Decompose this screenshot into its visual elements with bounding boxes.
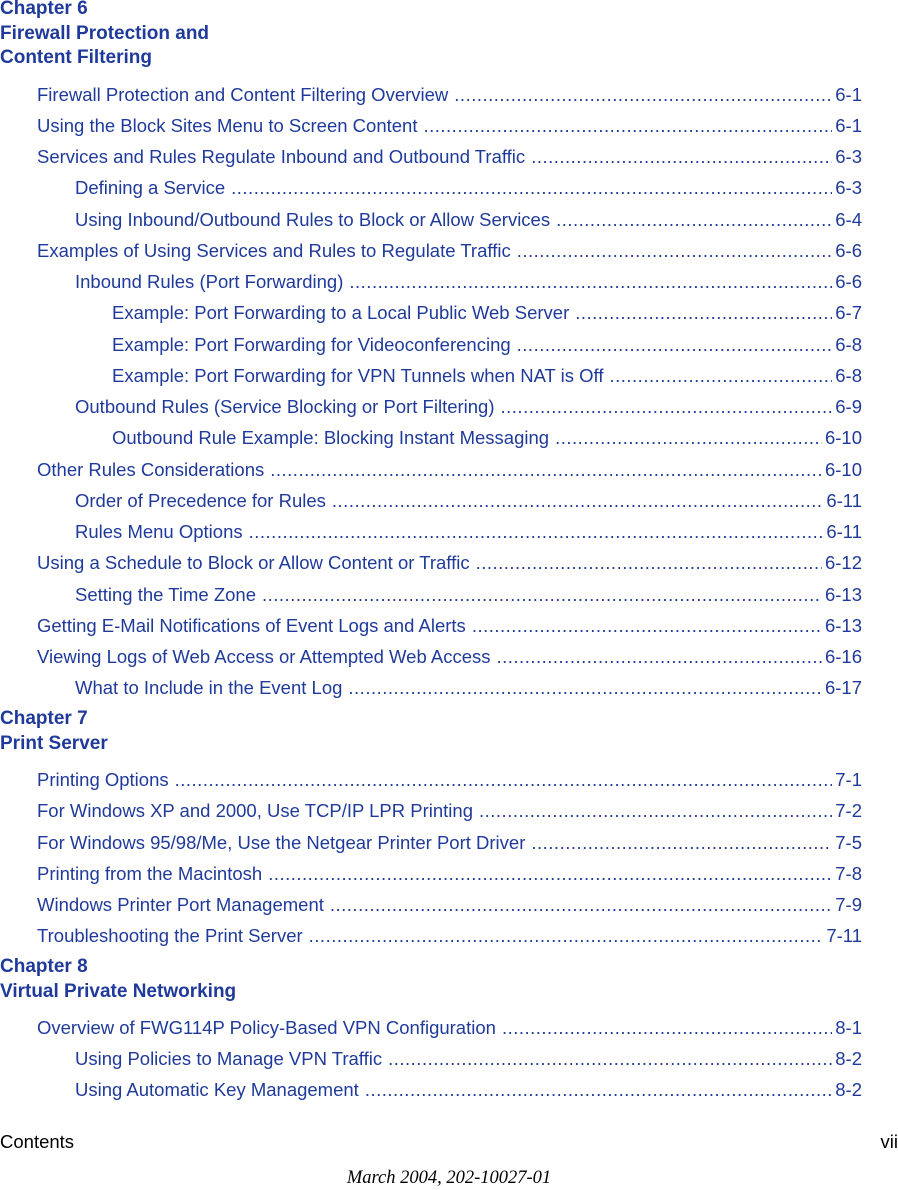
- toc-leader: [556, 209, 832, 231]
- toc-entry[interactable]: [75, 207, 862, 231]
- toc-leader: [423, 115, 832, 137]
- toc-entry[interactable]: [37, 613, 862, 637]
- toc-entry[interactable]: [37, 1015, 862, 1039]
- toc-leader: [454, 84, 832, 106]
- toc-page-number: 6-1: [835, 84, 862, 105]
- toc-page-number: 6-17: [824, 677, 862, 698]
- toc-entry[interactable]: [112, 300, 862, 324]
- toc-page-number: 6-8: [835, 365, 862, 386]
- toc-entry[interactable]: [75, 1046, 862, 1070]
- toc-leader: [531, 146, 832, 168]
- toc-entry[interactable]: [75, 488, 862, 512]
- chapter-title-line: Firewall Protection and: [0, 22, 210, 44]
- toc-leader: [332, 490, 823, 512]
- toc-entry-title: Using Policies to Manage VPN Traffic: [75, 1048, 383, 1069]
- toc-entry[interactable]: [75, 269, 862, 293]
- toc-entry[interactable]: [37, 644, 862, 668]
- toc-entry[interactable]: [75, 582, 862, 606]
- toc-page-number: 6-11: [826, 521, 862, 542]
- toc-entry[interactable]: [37, 144, 862, 168]
- toc-leader: [175, 769, 833, 791]
- toc-leader: [517, 334, 833, 356]
- toc-entry-title: Examples of Using Services and Rules to Regulate Traffic: [37, 240, 511, 261]
- toc-page-number: 6-6: [835, 240, 862, 261]
- toc-page-number: 6-10: [824, 459, 862, 480]
- toc-entry[interactable]: [37, 861, 862, 885]
- toc-page-number: 7-9: [835, 894, 862, 915]
- toc-entry-title: Outbound Rule Example: Blocking Instant Messaging: [112, 427, 550, 448]
- toc-entry[interactable]: [37, 798, 862, 822]
- toc-entry[interactable]: [112, 363, 862, 387]
- toc-entry[interactable]: [75, 1077, 862, 1101]
- toc-entry-title: Order of Precedence for Rules: [75, 490, 326, 511]
- toc-page-number: 8-1: [835, 1017, 862, 1038]
- toc-page-number: 8-2: [835, 1079, 862, 1100]
- toc-entry[interactable]: [37, 82, 862, 106]
- toc-page-number: 7-2: [835, 800, 862, 821]
- toc-entry-title: Defining a Service: [75, 177, 226, 198]
- toc-entry-title: Printing Options: [37, 769, 169, 790]
- toc-page-number: 6-9: [835, 396, 862, 417]
- toc-leader: [555, 427, 822, 449]
- footer-section-name: Contents: [0, 1131, 75, 1152]
- toc-leader: [262, 584, 822, 606]
- toc-page-number: 6-16: [824, 646, 862, 667]
- chapter-6-heading: [0, 0, 209, 71]
- chapter-title-line: Content Filtering: [0, 47, 152, 68]
- toc-entry-title: For Windows XP and 2000, Use TCP/IP LPR Printing: [37, 800, 473, 821]
- chapter-8-heading: [0, 955, 236, 1004]
- toc-leader: [517, 240, 833, 262]
- toc-entry-title: Overview of FWG114P Policy-Based VPN Configuration: [37, 1017, 496, 1038]
- toc-page-number: 6-8: [835, 334, 862, 355]
- toc-entry-title: Printing from the Macintosh: [37, 863, 263, 884]
- toc-entry-title: For Windows 95/98/Me, Use the Netgear Printer Port Driver: [37, 832, 526, 853]
- toc-page-number: 6-7: [835, 302, 862, 323]
- toc-page-number: 6-11: [826, 490, 862, 511]
- toc-entry[interactable]: [37, 892, 862, 916]
- toc-entry-title: Example: Port Forwarding for Videoconferencing: [112, 334, 511, 355]
- toc-leader: [575, 302, 832, 324]
- toc-entry-title: Using Automatic Key Management: [75, 1079, 359, 1100]
- toc-leader: [476, 552, 822, 574]
- toc-entry[interactable]: [37, 113, 862, 137]
- toc-page-number: 6-1: [835, 115, 862, 136]
- toc-page-number: 6-6: [835, 271, 862, 292]
- toc-leader: [531, 832, 832, 854]
- toc-page-number: 6-13: [824, 615, 862, 636]
- toc-page-number: 6-3: [835, 146, 862, 167]
- toc-page-number: 6-10: [824, 427, 862, 448]
- chapter-title-line: Print Server: [0, 732, 108, 754]
- toc-page-number: 7-5: [835, 832, 862, 853]
- toc-entry[interactable]: [75, 175, 862, 199]
- toc-leader: [365, 1079, 832, 1101]
- chapter-label: Chapter 6: [0, 0, 88, 19]
- toc-page-number: 7-1: [835, 769, 862, 790]
- toc-entry[interactable]: [37, 238, 862, 262]
- toc-page-number: 7-11: [826, 925, 862, 946]
- toc-entry-title: Using the Block Sites Menu to Screen Content: [37, 115, 418, 136]
- toc-leader: [330, 894, 832, 916]
- toc-leader: [309, 925, 824, 947]
- toc-entry[interactable]: [75, 675, 862, 699]
- chapter-7-heading: [0, 707, 108, 756]
- toc-page-number: 8-2: [835, 1048, 862, 1069]
- toc-leader: [348, 677, 822, 699]
- toc-entry-title: Inbound Rules (Port Forwarding): [75, 271, 344, 292]
- toc-page-number: 6-3: [835, 177, 862, 198]
- toc-leader: [268, 863, 832, 885]
- toc-entry[interactable]: [75, 519, 862, 543]
- toc-entry[interactable]: [37, 830, 862, 854]
- toc-entry-title: Getting E-Mail Notifications of Event Logs and Alerts: [37, 615, 466, 636]
- toc-leader: [249, 521, 824, 543]
- toc-leader: [349, 271, 832, 293]
- chapter-label: Chapter 8: [0, 956, 88, 977]
- toc-entry[interactable]: [75, 394, 862, 418]
- toc-entry-title: Example: Port Forwarding for VPN Tunnels when NAT is Off: [112, 365, 604, 386]
- toc-entry-title: Other Rules Considerations: [37, 459, 265, 480]
- toc-leader: [388, 1048, 832, 1070]
- toc-leader: [497, 646, 822, 668]
- footer-page-number: vii: [880, 1131, 898, 1152]
- toc-page-number: 7-8: [835, 863, 862, 884]
- toc-entry-title: Firewall Protection and Content Filtering Overview: [37, 84, 449, 105]
- toc-entry-title: Using a Schedule to Block or Allow Content or Traffic: [37, 552, 470, 573]
- toc-page-number: 6-4: [835, 209, 862, 230]
- toc-leader: [472, 615, 822, 637]
- toc-entry-title: Services and Rules Regulate Inbound and Outbound Traffic: [37, 146, 526, 167]
- toc-entry[interactable]: [37, 457, 862, 481]
- toc-page-number: 6-13: [824, 584, 862, 605]
- toc-entry[interactable]: [37, 923, 862, 947]
- toc-entry-title: Rules Menu Options: [75, 521, 243, 542]
- toc-leader: [270, 459, 822, 481]
- toc-page-number: 6-12: [824, 552, 862, 573]
- toc-entry-title: Using Inbound/Outbound Rules to Block or Allow Services: [75, 209, 551, 230]
- chapter-title-line: Virtual Private Networking: [0, 980, 237, 1002]
- toc-leader: [502, 1017, 832, 1039]
- toc-entry[interactable]: [112, 425, 862, 449]
- toc-entry-title: What to Include in the Event Log: [75, 677, 343, 698]
- toc-leader: [501, 396, 833, 418]
- toc-entry-title: Outbound Rules (Service Blocking or Port Filtering): [75, 396, 495, 417]
- toc-entry[interactable]: [37, 550, 862, 574]
- toc-leader: [609, 365, 832, 387]
- toc-entry[interactable]: [112, 332, 862, 356]
- toc-leader: [231, 177, 832, 199]
- toc-entry-title: Windows Printer Port Management: [37, 894, 324, 915]
- toc-entry[interactable]: [37, 767, 862, 791]
- footer-date-line: March 2004, 202-10027-01: [346, 1168, 552, 1188]
- toc-entry-title: Viewing Logs of Web Access or Attempted Web Access: [37, 646, 491, 667]
- toc-entry-title: Setting the Time Zone: [75, 584, 256, 605]
- toc-leader: [479, 800, 832, 822]
- toc-entry-title: Example: Port Forwarding to a Local Public Web Server: [112, 302, 570, 323]
- chapter-label: Chapter 7: [0, 708, 88, 729]
- toc-entry-title: Troubleshooting the Print Server: [37, 925, 303, 946]
